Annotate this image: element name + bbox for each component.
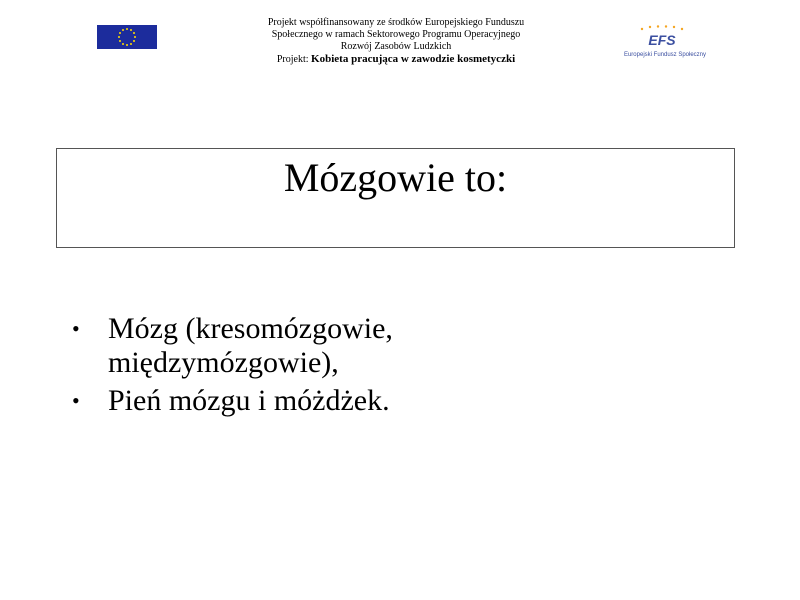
efs-logo-subtitle: Europejski Fundusz Społeczny [623, 52, 707, 58]
list-item [68, 384, 708, 418]
bullet-icon: • [72, 388, 80, 413]
eu-flag-icon [97, 25, 157, 49]
header-line-3: Rozwój Zasobów Ludzkich [340, 41, 452, 52]
bullet-icon: • [72, 316, 80, 341]
slide-title: Mózgowie to: [283, 155, 508, 200]
header-line-4 [190, 53, 602, 66]
bullet-2-line-1: Pień mózgu i móżdżek. [108, 384, 390, 417]
header-project-prefix: Projekt: [276, 54, 312, 65]
bullet-1-line-2: międzymózgowie), [108, 346, 339, 379]
list-item [68, 312, 708, 380]
project-header [190, 17, 602, 66]
efs-logo-text: EFS [648, 32, 676, 48]
header-project-title: Kobieta pracująca w zawodzie kosmetyczki [311, 53, 516, 65]
bullet-list [68, 312, 708, 422]
header-line-2: Społecznego w ramach Sektorowego Programu Operacyjnego [271, 29, 521, 40]
bullet-1-line-1: Mózg (kresomózgowie, [108, 312, 393, 345]
header-line-1: Projekt współfinansowany ze środków Europejskiego Funduszu [267, 17, 525, 28]
title-box [56, 148, 735, 248]
efs-logo-icon [612, 23, 718, 59]
